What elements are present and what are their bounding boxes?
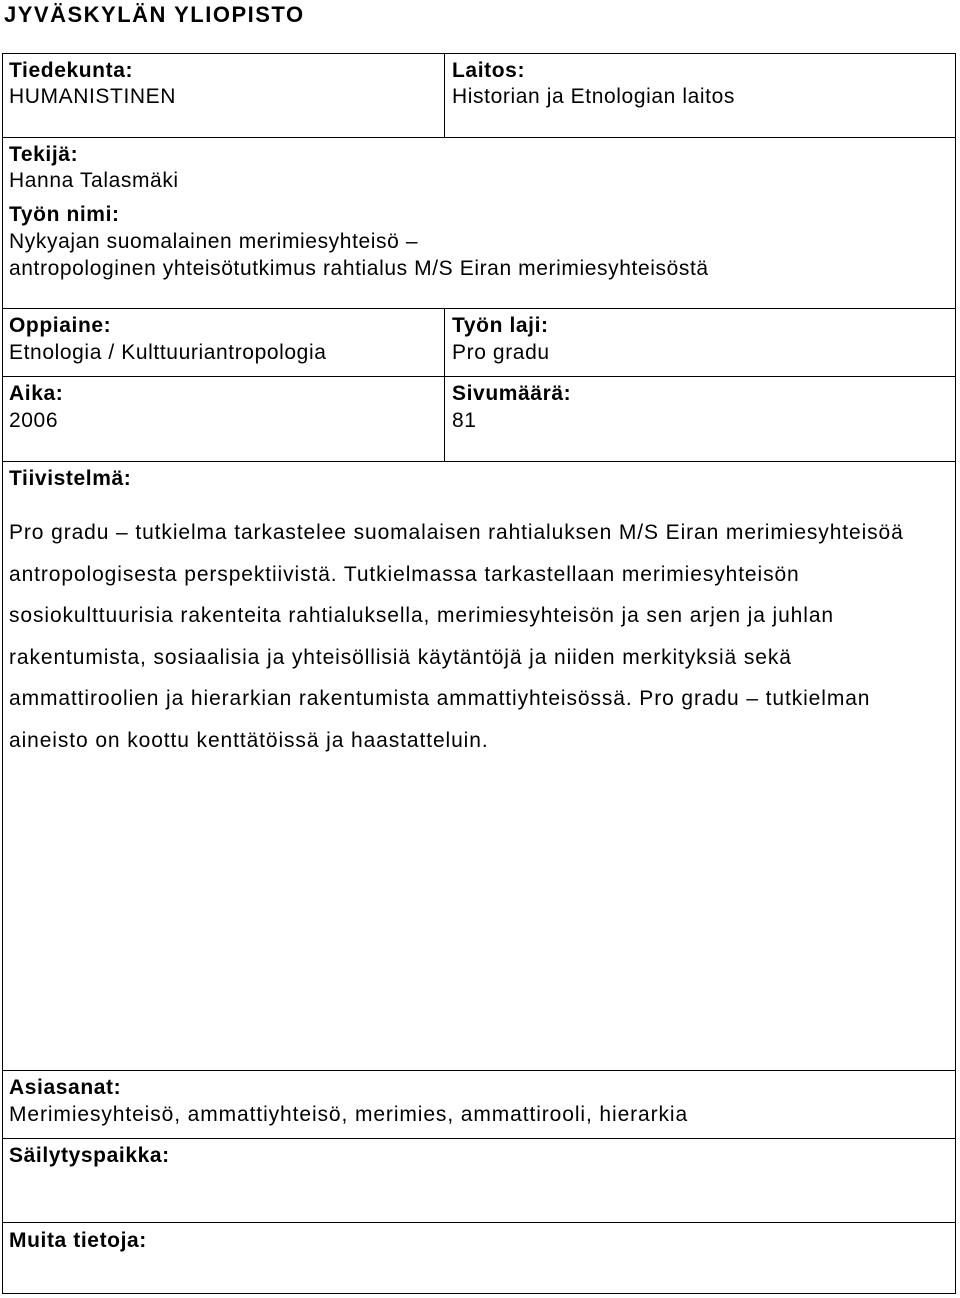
- work-type-value: Pro gradu: [452, 341, 550, 364]
- divider-row-7: [2, 1222, 956, 1223]
- title-line-1: Nykyajan suomalainen merimiesyhteisö –: [9, 230, 419, 253]
- other-info-label: Muita tietoja:: [9, 1229, 147, 1252]
- abstract-text: Pro gradu – tutkielma tarkastelee suomalaisen rahtialuksen M/S Eiran merimiesyhteisöä antropologisesta perspektiivistä. Tutkielmassa tarkastellaan merimiesyhteisön sosiokulttuurisia rakenteita rahtialuksella, merimiesyhteisön ja sen arjen ja juhlan rakentumista, sosiaalisia ja yhteisöllisiä käytäntöjä ja niiden merkityksiä sekä ammattiroolien ja hierarkian rakentumista ammattiyhteisössä. Pro gradu – tutkielman aineisto on koottu kenttätöissä ja haastatteluin.: [9, 521, 904, 752]
- keywords-label: Asiasanat:: [9, 1076, 122, 1099]
- divider-row-5: [2, 1070, 956, 1071]
- divider-row-4: [2, 461, 956, 462]
- author-label: Tekijä:: [9, 143, 79, 166]
- divider-col-2: [444, 308, 445, 461]
- time-label: Aika:: [9, 382, 64, 405]
- faculty-value: HUMANISTINEN: [9, 85, 177, 108]
- subject-value: Etnologia / Kulttuuriantropologia: [9, 341, 327, 364]
- title-label: Työn nimi:: [9, 203, 120, 226]
- author-value: Hanna Talasmäki: [9, 169, 179, 192]
- pages-value: 81: [452, 409, 477, 432]
- divider-row-2: [2, 308, 956, 309]
- faculty-label: Tiedekunta:: [9, 59, 134, 82]
- subject-label: Oppiaine:: [9, 314, 112, 337]
- pages-label: Sivumäärä:: [452, 382, 572, 405]
- university-name: JYVÄSKYLÄN YLIOPISTO: [4, 2, 305, 27]
- department-label: Laitos:: [452, 59, 526, 82]
- divider-row-3: [2, 376, 956, 377]
- work-type-label: Työn laji:: [452, 314, 549, 337]
- keywords-value: Merimiesyhteisö, ammattiyhteisö, merimies, ammattirooli, hierarkia: [9, 1103, 689, 1126]
- divider-col-1: [444, 53, 445, 137]
- time-value: 2006: [9, 409, 59, 432]
- department-value: Historian ja Etnologian laitos: [452, 85, 735, 108]
- storage-label: Säilytyspaikka:: [9, 1144, 170, 1167]
- divider-row-1: [2, 137, 956, 138]
- divider-row-6: [2, 1138, 956, 1139]
- title-line-2: antropologinen yhteisötutkimus rahtialus M/S Eiran merimiesyhteisöstä: [9, 257, 709, 280]
- abstract-label: Tiivistelmä:: [9, 467, 132, 490]
